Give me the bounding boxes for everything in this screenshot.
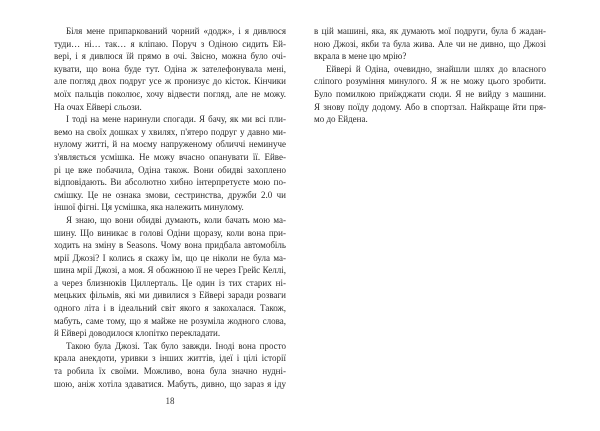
text-line: Я знаю, що вони обидві думають, коли бачать мою ма- [66,214,286,225]
text-line: сліпого розуміння минулого. Я ж не можу цього зробити. [314,76,546,87]
text-line: вемо на своїх дошках у хвилях, п'ятеро подруг у давно ми- [54,126,286,137]
text-line: нулому житті, й на моєму напруженому обличчі неминуче [54,139,286,150]
text-line: ходить на зміну в Seasons. Чому вона придбала автомобіль [54,240,286,251]
paragraph [314,63,546,126]
text-line: одного літа і в ідеальний світ якого я закохалася. Також, [54,303,286,314]
text-line: іншої фігні. Ця усмішка, яка належить минулому. [54,202,244,213]
paragraph [54,25,286,113]
text-line: мабуть, саме тому, що я майже не розуміла жодного слова, [54,315,286,326]
right-page-body [314,25,546,126]
text-line: І тоді на мене наринули спогади. Я бачу, як ми всі пли- [66,114,286,125]
paragraph [54,113,286,214]
text-line: з'являється усмішка. Не можу вчасно опанувати її. Ейве- [54,151,286,162]
text-line: мрії Джозі? І колись я скажу їм, що це ніколи не була ма- [54,252,286,263]
text-line: рі це вже побачила, Одіна також. Вони обидві захоплено [54,164,286,175]
text-line: відповідають. Ви абсолютно хибно інтерпретуєте мою по- [54,177,286,188]
left-page [54,25,286,407]
text-line: шина мрії Джозі, а моя. Я обожнюю її не через Грейс Келлі, [54,265,286,276]
text-line: туди… ні… так… я кліпаю. Поруч з Одіною сидить Ей- [54,38,286,49]
text-line: й Ейвері доводилося клопітко перекладати. [54,328,221,339]
text-line: крала анекдоти, уривки з інших життів, ідеї і цілі історії [54,353,286,364]
text-line: смішку. Це не ознака змови, сестринства, дружби 2.0 чи [54,189,286,200]
text-line: Ейвері й Одіна, очевидно, знайшли шлях до власного [326,63,546,74]
text-line: Біля мене припаркований чорний «додж», і я дивлюся [66,26,286,36]
text-line: та робила їх своїми. Можливо, вона була значно нудні- [54,366,286,377]
text-line: мо до Ейдена. [314,114,368,125]
text-line: кувати, що вона буде тут. Одіна ж зателефонувала мені, [54,63,286,74]
page-number: 18 [165,396,175,407]
text-line: в цій машині, яка, як думають мої подруги, була б жадан- [314,26,546,36]
text-line: Було помилкою приїжджати сюди. Я не вийду з машини. [314,88,546,99]
text-line: На очах Ейвері сльози. [54,101,142,112]
text-line: але погляд двох подруг усе ж пронизує до кісток. Кінчики [54,76,286,87]
left-page-body [54,25,286,390]
text-line: Такою була Джозі. Так було завжди. Іноді вона просто [66,340,286,351]
text-line: шою, аніж хотіла здаватися. Мабуть, дивно, що зараз я іду [54,378,286,389]
right-page [314,25,546,126]
text-line: вері, і я дивлюся їй прямо в очі. Звісно, можна було очі- [54,51,286,62]
text-line: ною Джозі, якби та була жива. Але чи не дивно, що Джозі [314,38,546,49]
text-line: мецьких фільмів, які ми дивилися з Ейвері заради розваги [54,290,286,301]
paragraph [54,340,286,390]
text-line: вкрала в мене цю мрію? [314,51,407,62]
paragraph [54,214,286,340]
text-line: а через близнюків Циллерталь. Це один із тих старих ні- [54,277,286,288]
text-line: Я знову поїду додому. Або в спортзал. Найкраще йти пря- [314,101,546,112]
text-line: моїх пальців поколює, хочу відвести погляд, але не можу. [54,88,286,99]
text-line: шину. Що виникає в голові Одіни щоразу, коли вона при- [54,227,286,238]
paragraph [314,25,546,63]
